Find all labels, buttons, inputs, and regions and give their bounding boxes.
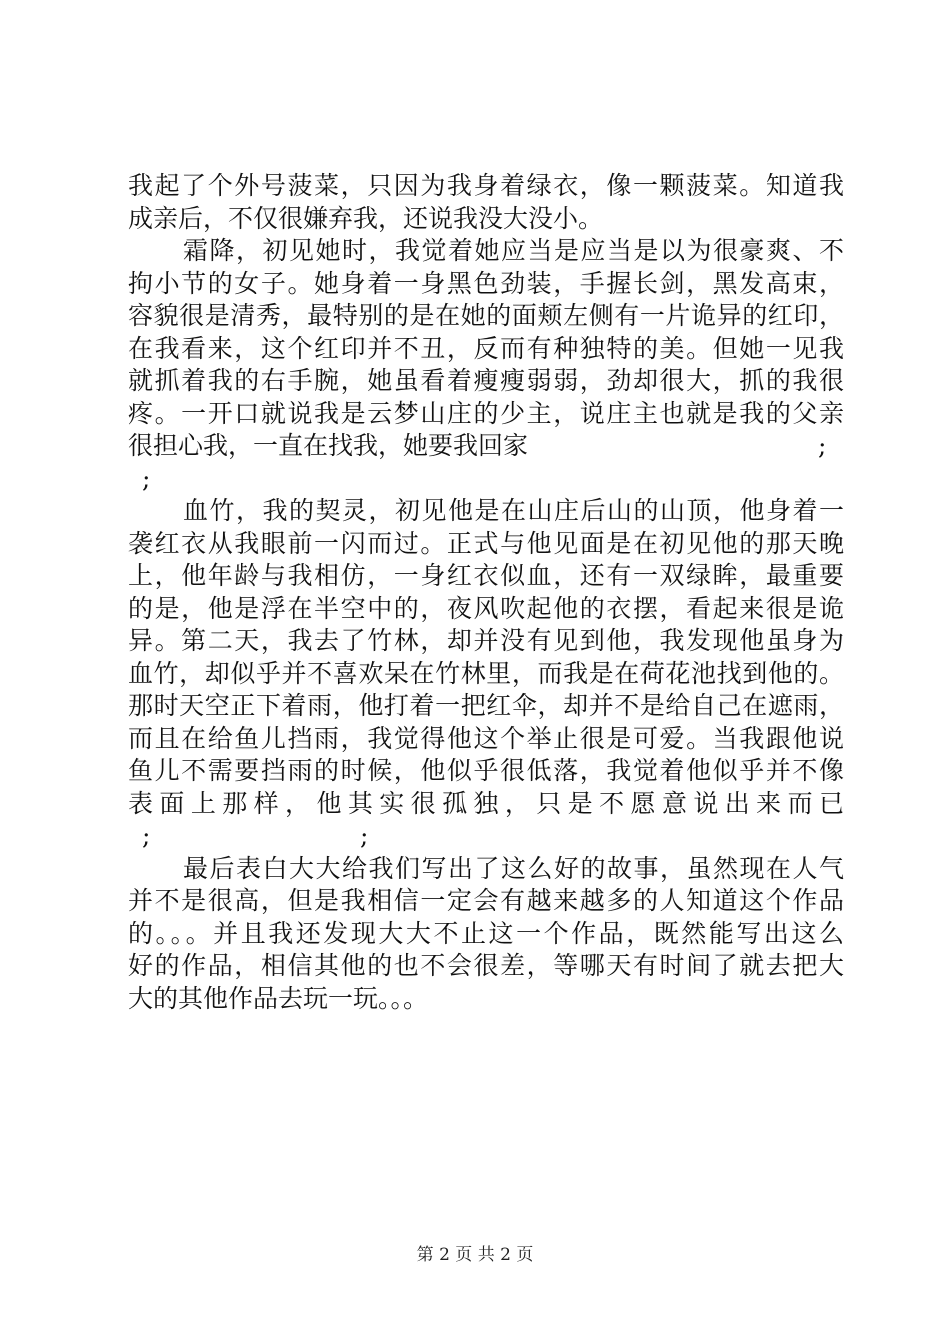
text-line-content: 很担心我，一直在找我，她要我回家 [128,431,529,460]
paragraph-2 [128,235,844,495]
text-line: 异。第二天，我去了竹林，却并没有见到他，我发现他虽身为 [128,626,844,655]
text-line: 并不是很高，但是我相信一定会有越来越多的人知道这个作品 [128,886,844,915]
document-body [128,170,844,1015]
text-line [128,430,844,463]
text-line: 成亲后，不仅很嫌弃我，还说我没大没小。 [128,203,604,233]
semicolon-mark: ; [142,463,151,493]
text-line: 在我看来，这个红印并不丑，反而有种独特的美。但她一见我 [128,333,844,363]
text-line [128,463,844,496]
text-line: 血竹，我的契灵，初见他是在山庄后山的山顶，他身着一 [183,496,844,525]
paragraph-1 [128,170,844,235]
text-line: 表面上那样，他其实很孤独，只是不愿意说出来而已 [128,788,844,818]
text-line: 拘小节的女子。她身着一身黑色劲装，手握长剑，黑发高束， [128,268,844,298]
paragraph-4 [128,853,844,1016]
semicolon-mark: ; [360,821,369,850]
page-number-label: 第 2 页 共 2 页 [416,1245,534,1265]
text-line: 上，他年龄与我相仿，一身红衣似血，还有一双绿眸，最重要 [128,561,844,590]
text-line: 的。。。并且我还发现大大不止这一个作品，既然能写出这么 [128,918,844,948]
text-line [128,820,844,853]
text-line: 袭红衣从我眼前一闪而过。正式与他见面是在初见他的那天晚 [128,528,844,558]
page-footer [0,1243,950,1267]
text-line: 疼。一开口就说我是云梦山庄的少主，说庄主也就是我的父亲 [128,398,844,428]
paragraph-3 [128,495,844,853]
text-line: 血竹，却似乎并不喜欢呆在竹林里，而我是在荷花池找到他的。 [128,658,844,688]
semicolon-mark: ; [142,821,151,850]
text-line: 最后表白大大给我们写出了这么好的故事，虽然现在人气 [183,853,844,883]
text-line: 容貌很是清秀，最特别的是在她的面颊左侧有一片诡异的红印， [128,301,844,330]
text-line: 的是，他是浮在半空中的，夜风吹起他的衣摆，看起来很是诡 [128,593,844,623]
semicolon-mark: ; [818,431,827,460]
text-line: 而且在给鱼儿挡雨，我觉得他这个举止很是可爱。当我跟他说 [128,723,844,753]
text-line: 大的其他作品去玩一玩。。。 [128,983,429,1013]
text-line: 我起了个外号菠菜，只因为我身着绿衣，像一颗菠菜。知道我 [128,171,844,200]
text-line: 那时天空正下着雨，他打着一把红伞，却并不是给自己在遮雨， [128,691,844,720]
text-line: 霜降，初见她时，我觉着她应当是应当是以为很豪爽、不 [183,236,844,265]
text-line: 鱼儿不需要挡雨的时候，他似乎很低落，我觉着他似乎并不像 [128,756,844,785]
text-line: 就抓着我的右手腕，她虽看着瘦瘦弱弱，劲却很大，抓的我很 [128,366,844,395]
text-line: 好的作品，相信其他的也不会很差，等哪天有时间了就去把大 [128,951,844,980]
